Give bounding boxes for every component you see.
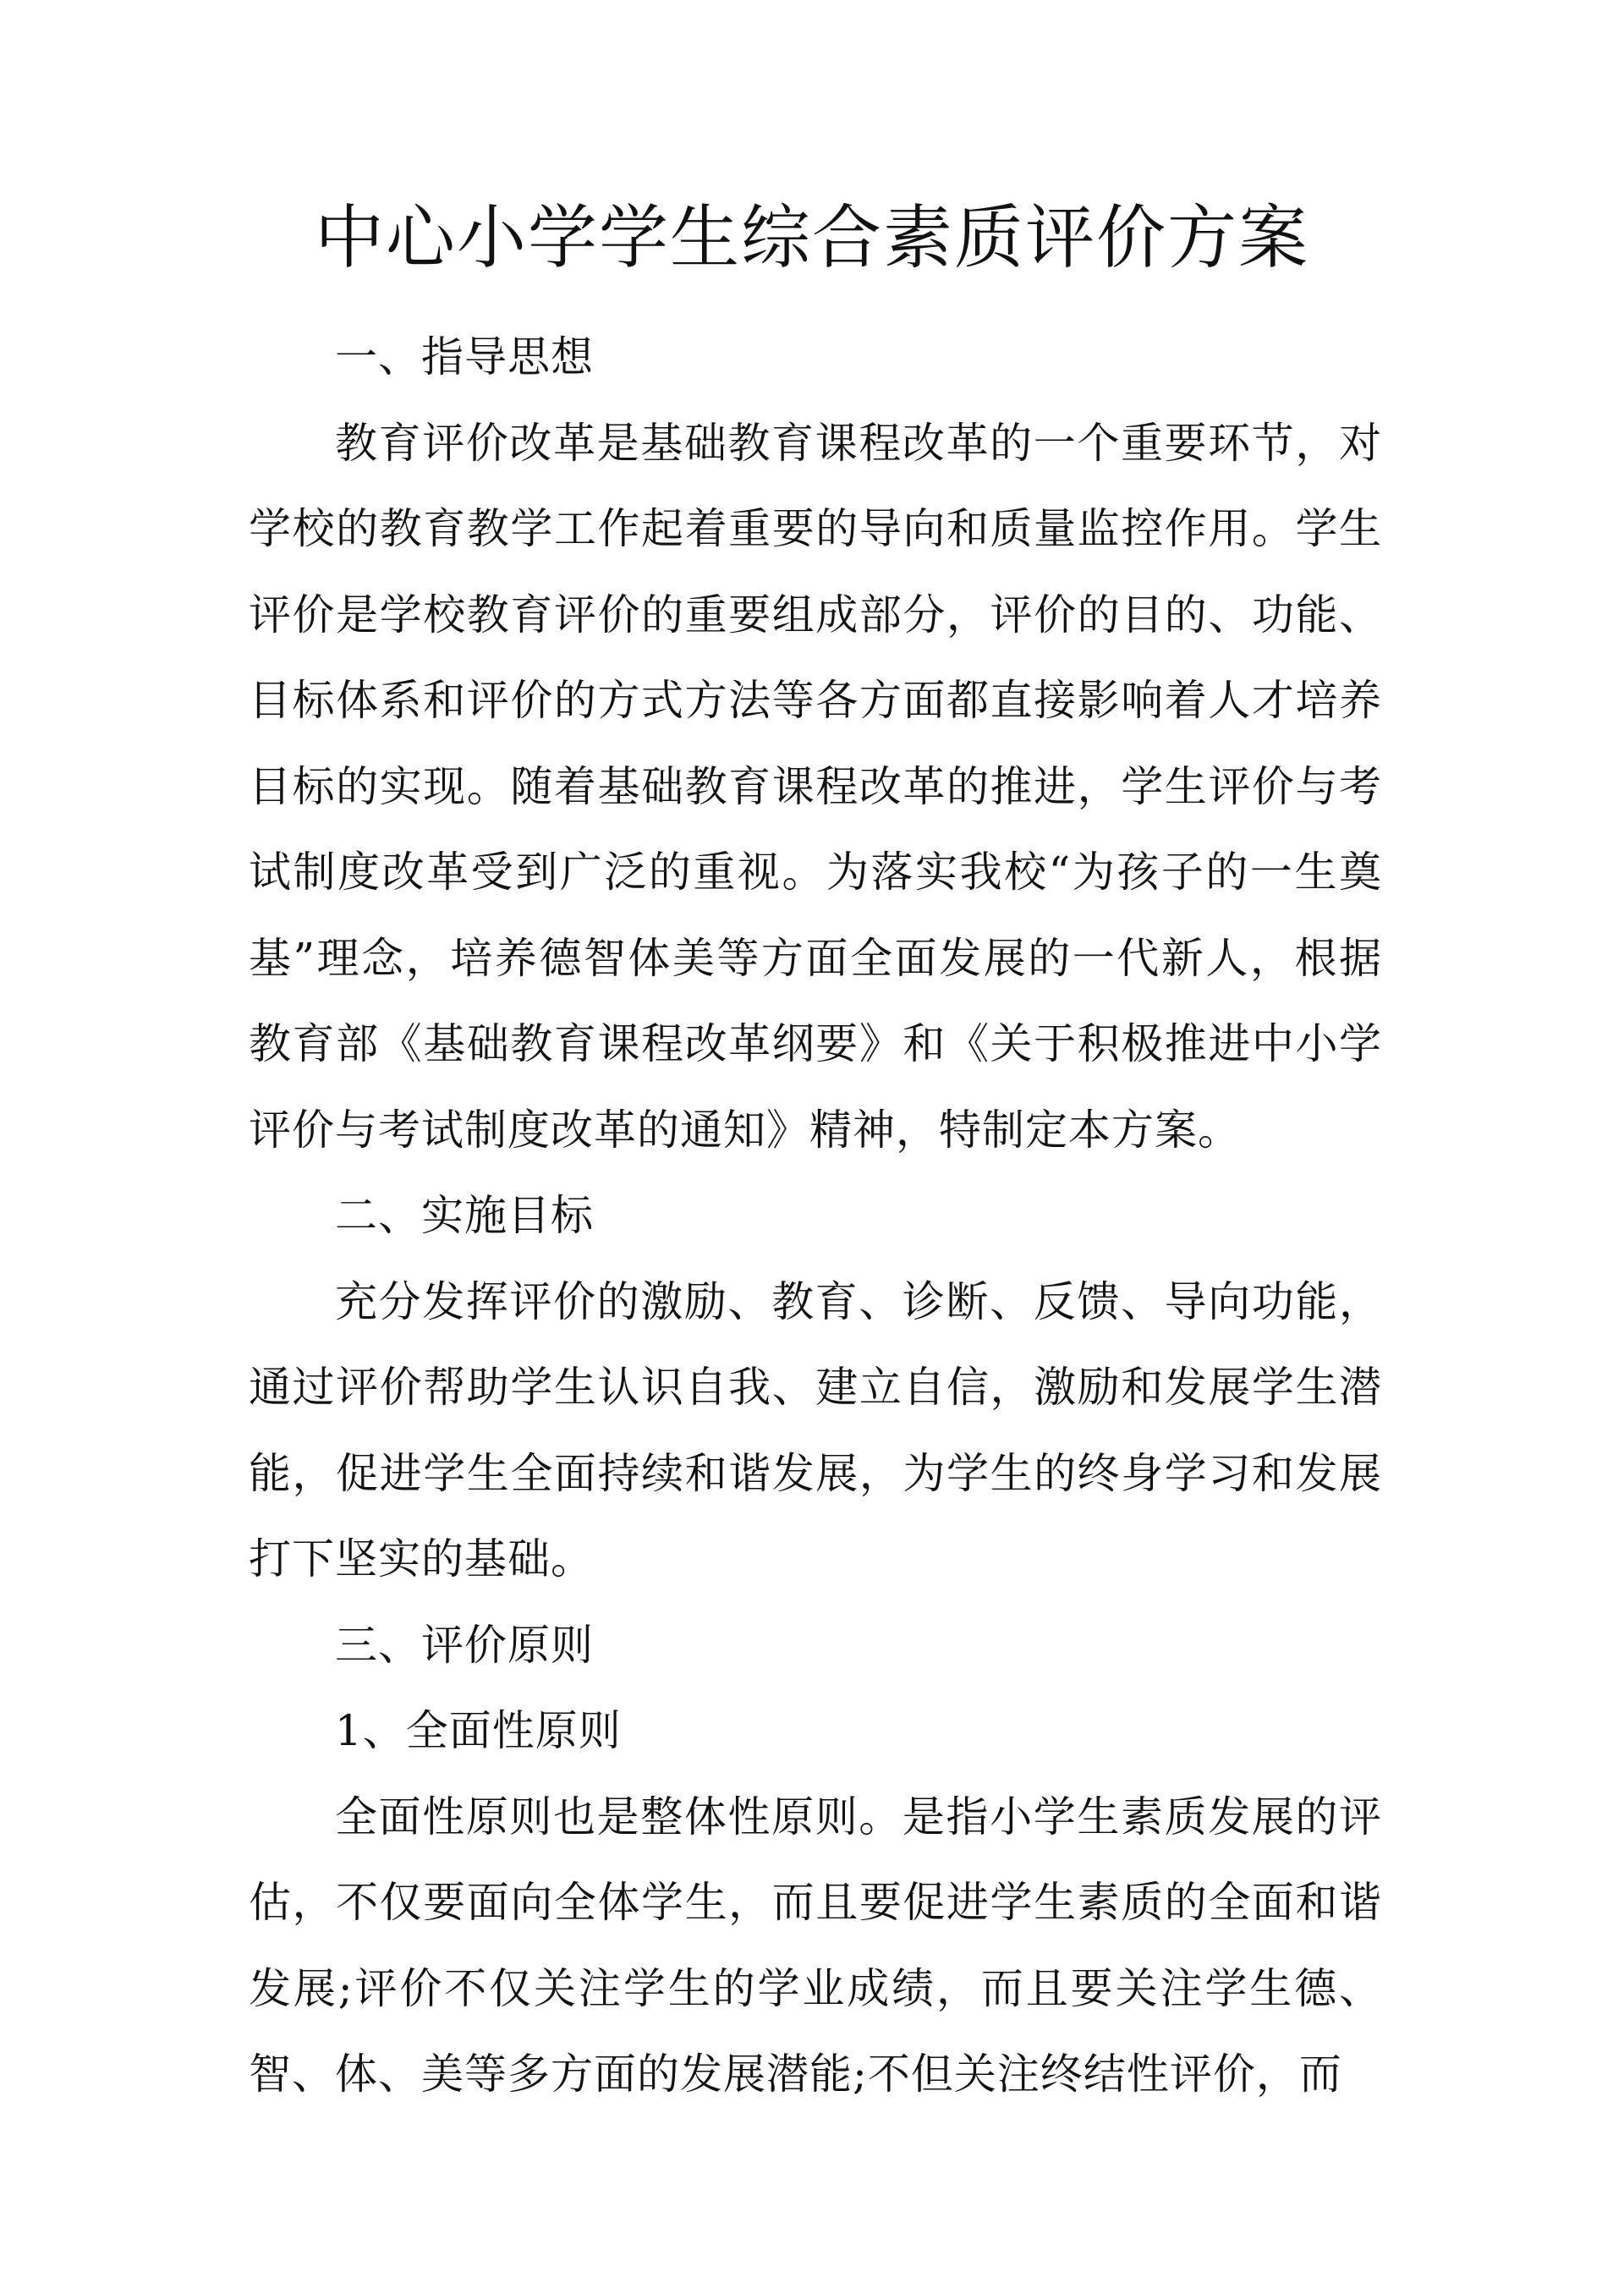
section-heading-implementation-goals: 二、实施目标	[335, 1191, 594, 1240]
paragraph-comprehensiveness: 全面性原则也是整体性原则。是指小学生素质发展的评估，不仅要面向全体学生，而且要促进学生素质的全面和谐发展;评价不仅关注学生的学业成绩，而且要关注学生德、智、体、美等多方面的发展潜能;不但关注终结性评价，而	[249, 1792, 1382, 2099]
document-body	[249, 315, 1382, 2118]
subsection-heading-comprehensiveness: 1、全面性原则	[335, 1706, 622, 1755]
paragraph-guiding-ideology: 教育评价改革是基础教育课程改革的一个重要环节，对学校的教育教学工作起着重要的导向和质量监控作用。学生评价是学校教育评价的重要组成部分，评价的目的、功能、目标体系和评价的方式方法等各方面都直接影响着人才培养目标的实现。随着基础教育课程改革的推进，学生评价与考试制度改革受到广泛的重视。为落实我校“为孩子的一生奠基”理念，培养德智体美等方面全面发展的一代新人，根据教育部《基础教育课程改革纲要》和《关于积极推进中小学评价与考试制度改革的通知》精神，特制定本方案。	[249, 418, 1382, 1155]
section-heading-guiding-ideology: 一、指导思想	[335, 332, 594, 381]
document-title: 中心小学学生综合素质评价方案	[314, 198, 1309, 278]
section-heading-evaluation-principles: 三、评价原则	[335, 1620, 594, 1670]
paragraph-implementation-goals: 充分发挥评价的激励、教育、诊断、反馈、导向功能，通过评价帮助学生认识自我、建立自信，激励和发展学生潜能，促进学生全面持续和谐发展，为学生的终身学习和发展打下坚实的基础。	[249, 1276, 1382, 1583]
